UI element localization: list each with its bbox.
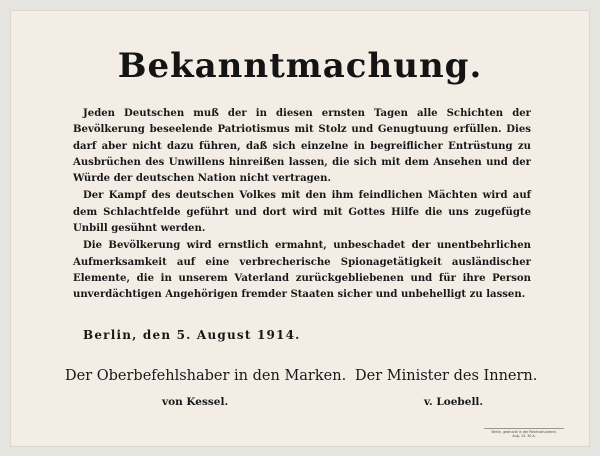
poster-title: Bekanntmachung.: [117, 46, 483, 86]
poster-sheet: [10, 10, 590, 447]
signatory-title-left: Der Oberbefehlshaber in den Marken.: [65, 368, 347, 384]
imprint-line-1: Berlin, gedruckt in der Reichsdruckerei.: [491, 430, 557, 434]
paragraph-3: Die Bevölkerung wird ernstlich ermahnt, unbeschadet der unentbehrlichen Aufmerksamkeit auf eine verbrecherische Spionagetätigkeit ausländischer Elemente, die in unserem Vaterland zurückgebliebenen und für ihre Person unverdächtigen Angehörigen fremder Staaten sicher und unbehelligt zu lassen.: [73, 240, 531, 301]
signatory-name-right: v. Loebell.: [424, 396, 484, 408]
paragraph-1: Jeden Deutschen muß der in diesen ernsten Tagen alle Schichten der Bevölkerung beseelende Patriotismus mit Stolz und Genugtuung erfüllen. Dies darf aber nicht dazu führen, daß sich einzelne in begreiflicher Entrüstung zu Ausbrüchen des Unwillens hinreißen lassen, die sich mit dem Ansehen und der Würde der deutschen Nation nicht vertragen.: [73, 108, 531, 185]
printer-imprint: [484, 428, 564, 438]
imprint-line-2: Aug. 14. 30 a.: [512, 434, 536, 438]
paragraph-2: Der Kampf des deutschen Volkes mit den ihm feindlichen Mächten wird auf dem Schlachtfelde geführt und dort wird mit Gottes Hilfe die uns zugefügte Unbill gesühnt werden.: [73, 190, 531, 235]
poster-body: [73, 106, 531, 305]
signatory-name-left: von Kessel.: [162, 396, 229, 408]
date-line: Berlin, den 5. August 1914.: [83, 328, 301, 342]
signatory-title-right: Der Minister des Innern.: [355, 368, 538, 384]
